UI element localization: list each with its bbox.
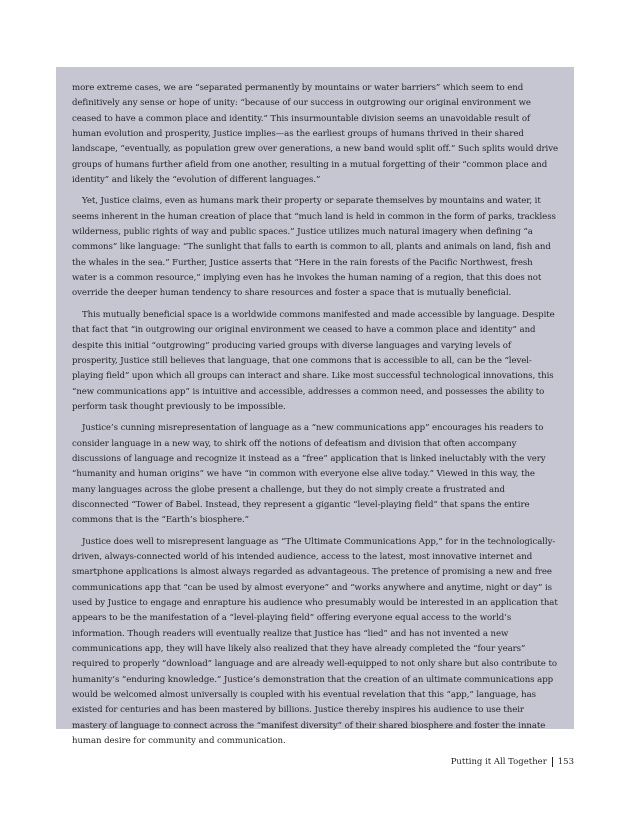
footer-separator (552, 757, 553, 767)
footer-section-title: Putting it All Together (450, 757, 547, 767)
paragraph-2: Yet, Justice claims, even as humans mark their property or separate themselves by mountains and water, it seems inherent in the human creation of place that “much land is held in common in the form of parks, trackless wilderness, public rights of way and public spaces.” Justice utilizes much natural imagery when defining “a commons” like language: “The sunlight that falls to earth is common to all, plants and animals on land, fish and the whales in the sea.” Further, Justice asserts that “Here in the rain forests of the Pacific Northwest, fresh water is a common resource,” implying even has he invokes the human naming of a region, that this does not override the deeper human tendency to share resources and foster a space that is mutually beneficial. (72, 196, 556, 299)
paragraph-4: Justice’s cunning misrepresentation of language as a “new communications app” encourages his readers to consider language in a new way, to shirk off the notions of defeatism and division that often accompany discussions of language and recognize it instead as a “free” application that is linked ineluctably with the very “humanity and human origins” we have “in common with everyone else alive today.” Viewed in this way, the many languages across the globe present a challenge, but they do not simply create a frustrated and disconnected “Tower of Babel. Instead, they represent a gigantic “level-playing field” that spans the entire commons that is the “Earth’s biosphere.” (72, 423, 546, 526)
page-footer (451, 756, 574, 768)
paragraph-3: This mutually beneficial space is a worldwide commons manifested and made accessible by language. Despite that fact that “in outgrowing our original environment we ceased to have a common place and identity” and despite this initial “outgrowing” producing varied groups with diverse languages and varying levels of prosperity, Justice still believes that language, that one commons that is accessible to all, can be the “level-playing field” upon which all groups can interact and share. Like most successful technological innovations, this “new communications app” is intuitive and accessible, addresses a common need, and possesses the ability to perform task thought previously to be impossible. (72, 309, 555, 412)
paragraph-1: more extreme cases, we are “separated permanently by mountains or water barriers” which seem to end definitively any sense or hope of unity: “because of our success in outgrowing our original environment we ceased to have a common place and identity.” This insurmountable division seems an unavoidable result of human evolution and prosperity, Justice implies—as the earliest groups of humans thrived in their shared landscape, “eventually, as population grew over generations, a new band would split off.” Such splits would drive groups of humans further afield from one another, resulting in a mutual forgetting of their “common place and identity” and likely the “evolution of different languages.” (72, 83, 558, 186)
paragraph-5: Justice does well to misrepresent language as “The Ultimate Communications App,” for in the technologically-driven, always-connected world of his intended audience, access to the latest, most innovative internet and smartphone applications is almost always regarded as advantageous. The pretence of promising a new and free communications app that “can be used by almost everyone” and “works anywhere and anytime, night or day” is used by Justice to engage and enrapture his audience who presumably would be interested in an application that appears to be the manifestation of a “level-playing field” offering everyone equal access to the world’s information. Though readers will eventually realize that Justice has “lied” and has not invented a new communications app, they will have likely also realized that they have already completed the “four years” required to properly “download” language and are already well-equipped to not only share but also contribute to humanity’s “enduring knowledge.” Justice’s demonstration that the creation of an ultimate communications app would be welcomed almost universally is coupled with his eventual revelation that this “app,” language, has existed for centuries and has been mastered by billions. Justice thereby inspires his audience to use their mastery of language to connect across the “manifest diversity” of their shared biosphere and foster the innate human desire for community and communication. (72, 536, 558, 747)
shaded-text-box (56, 67, 574, 747)
page-number: 153 (557, 757, 574, 767)
